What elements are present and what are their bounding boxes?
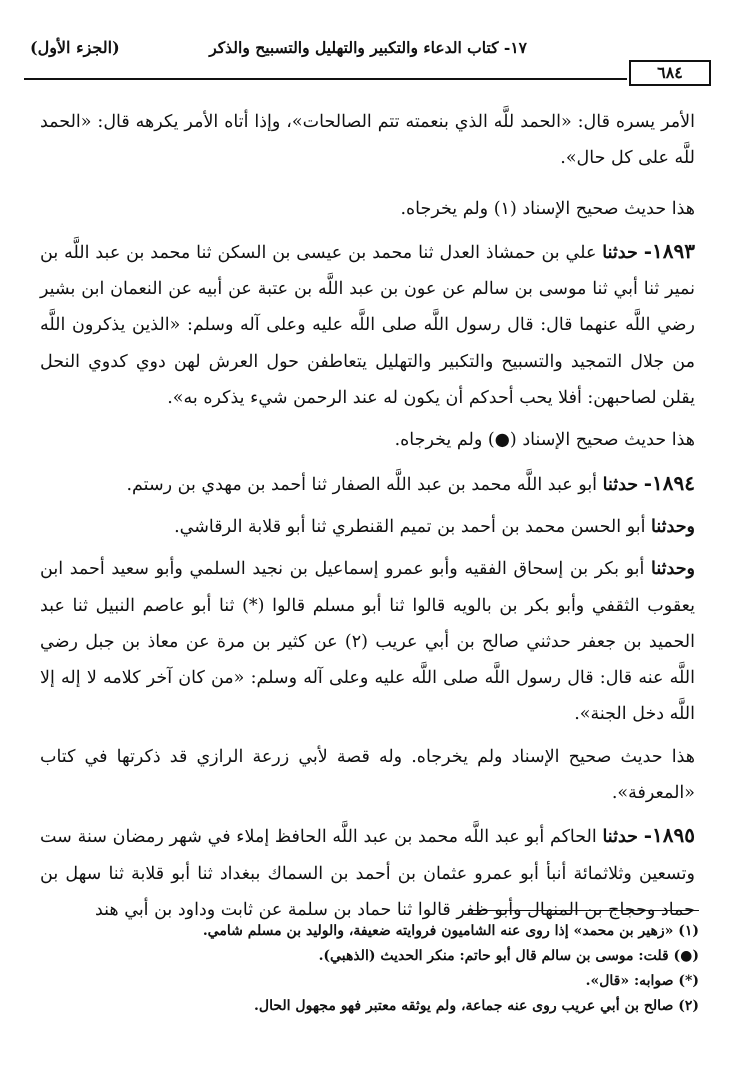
hadith-lead: حدثنا: [602, 474, 639, 495]
hadith-lead: حدثنا: [602, 827, 638, 848]
page-number-box: [629, 60, 711, 86]
paragraph-2-text: هذا حديث صحيح الإسناد (١) ولم يخرجاه.: [400, 198, 695, 219]
hadith-text: الحاكم أبو عبد اللَّه محمد بن عبد اللَّه الحافظ إملاء في شهر رمضان سنة ست وتسعين وثلاثمائة أنبأ أبو عمرو عثمان بن أحمد بن السماك ببغداد ثنا أبو قلابة ثنا سهل بن حماد وحجاج بن المنهال وأبو ظفر قالوا ثنا حماد بن سلمة عن ثابت وداود بن أبي هند: [40, 827, 695, 920]
chapter-title: ١٧- كتاب الدعاء والتكبير والتهليل والتسبيح والذكر: [209, 38, 527, 57]
paragraph-1: [40, 104, 695, 177]
paragraph-6: [40, 509, 695, 545]
paragraph-7: [40, 551, 695, 732]
paragraph-lead: وحدثنا: [651, 559, 695, 580]
footnote-dot: (●) قلت: موسى بن سالم قال أبو حاتم: منكر الحديث (الذهبي).: [318, 948, 699, 964]
page-number: ٦٨٤: [657, 63, 683, 82]
hadith-number: ١٨٩٥-: [643, 823, 695, 848]
hadith-1894: [40, 465, 695, 503]
paragraph-2: [40, 191, 695, 227]
main-text: [40, 104, 695, 934]
paragraph-7-text: أبو بكر بن إسحاق الفقيه وأبو عمرو إسماعيل بن نجيد السلمي وأبو سعيد أحمد ابن يعقوب الثقفي وأبو بكر بن بالويه قالوا ثنا أبو مسلم قالوا (*) ثنا أبو عاصم النبيل ثنا عبد الحميد بن جعفر حدثني صالح بن أبي عريب (٢) عن كثير بن مرة عن معاذ بن جبل رضي اللَّه عنه قال: قال رسول اللَّه صلى اللَّه عليه وعلى آله وسلم: «من كان آخر كلامه لا إله إلا اللَّه دخل الجنة».: [40, 559, 695, 725]
page-header: [22, 38, 717, 82]
paragraph-4-text: هذا حديث صحيح الإسناد (●) ولم يخرجاه.: [394, 430, 695, 451]
header-rule: [24, 78, 627, 80]
hadith-lead: حدثنا: [602, 242, 638, 263]
paragraph-lead: وحدثنا: [651, 516, 695, 537]
paragraph-6-text: أبو الحسن محمد بن أحمد بن تميم القنطري ثنا أبو قلابة الرقاشي.: [174, 516, 646, 537]
paragraph-4: [40, 422, 695, 458]
hadith-number: ١٨٩٤-: [643, 470, 695, 495]
hadith-text: علي بن حمشاذ العدل ثنا محمد بن عيسى بن السكن ثنا محمد بن عبد اللَّه بن نمير ثنا أبي ثنا موسى بن سالم عن عون بن عبد اللَّه بن عتبة عن أبيه عن النعمان ابن بشير رضي اللَّه عنهما قال: قال رسول اللَّه صلى اللَّه عليه وعلى آله وسلم: «الذين يذكرون اللَّه من جلال التمجيد والتسبيح والتكبير والتهليل يتعاطفن حول العرش لهن دوي كدوي النحل يقلن لصاحبهن: أفلا يحب أحدكم أن يكون له عند الرحمن شيء يذكره به».: [40, 242, 695, 409]
paragraph-1-text: الأمر يسره قال: «الحمد للَّه الذي بنعمته تتم الصالحات»، وإذا أتاه الأمر يكرهه قال: «الحمد للَّه على كل حال».: [40, 112, 695, 169]
paragraph-8: [40, 739, 695, 812]
volume-label: (الجزء الأول): [30, 38, 120, 57]
footnote-1: (١) «زهير بن محمد» إذا روى عنه الشاميون فروايته ضعيفة، والوليد بن مسلم شامي.: [202, 923, 699, 939]
footnote-rule: [469, 910, 699, 911]
footnote-2: (٢) صالح بن أبي عريب روى عنه جماعة، ولم يوثقه معتبر فهو مجهول الحال.: [254, 998, 699, 1014]
hadith-text: أبو عبد اللَّه محمد بن عبد اللَّه الصفار ثنا أحمد بن مهدي بن رستم.: [126, 474, 598, 495]
footnotes: [44, 910, 699, 1019]
hadith-1893: [40, 233, 695, 416]
hadith-number: ١٨٩٣-: [643, 238, 695, 263]
paragraph-8-text: هذا حديث صحيح الإسناد ولم يخرجاه. وله قصة لأبي زرعة الرازي قد ذكرتها في كتاب «المعرفة».: [40, 746, 695, 804]
footnote-star: (*) صوابه: «قال».: [585, 973, 699, 989]
